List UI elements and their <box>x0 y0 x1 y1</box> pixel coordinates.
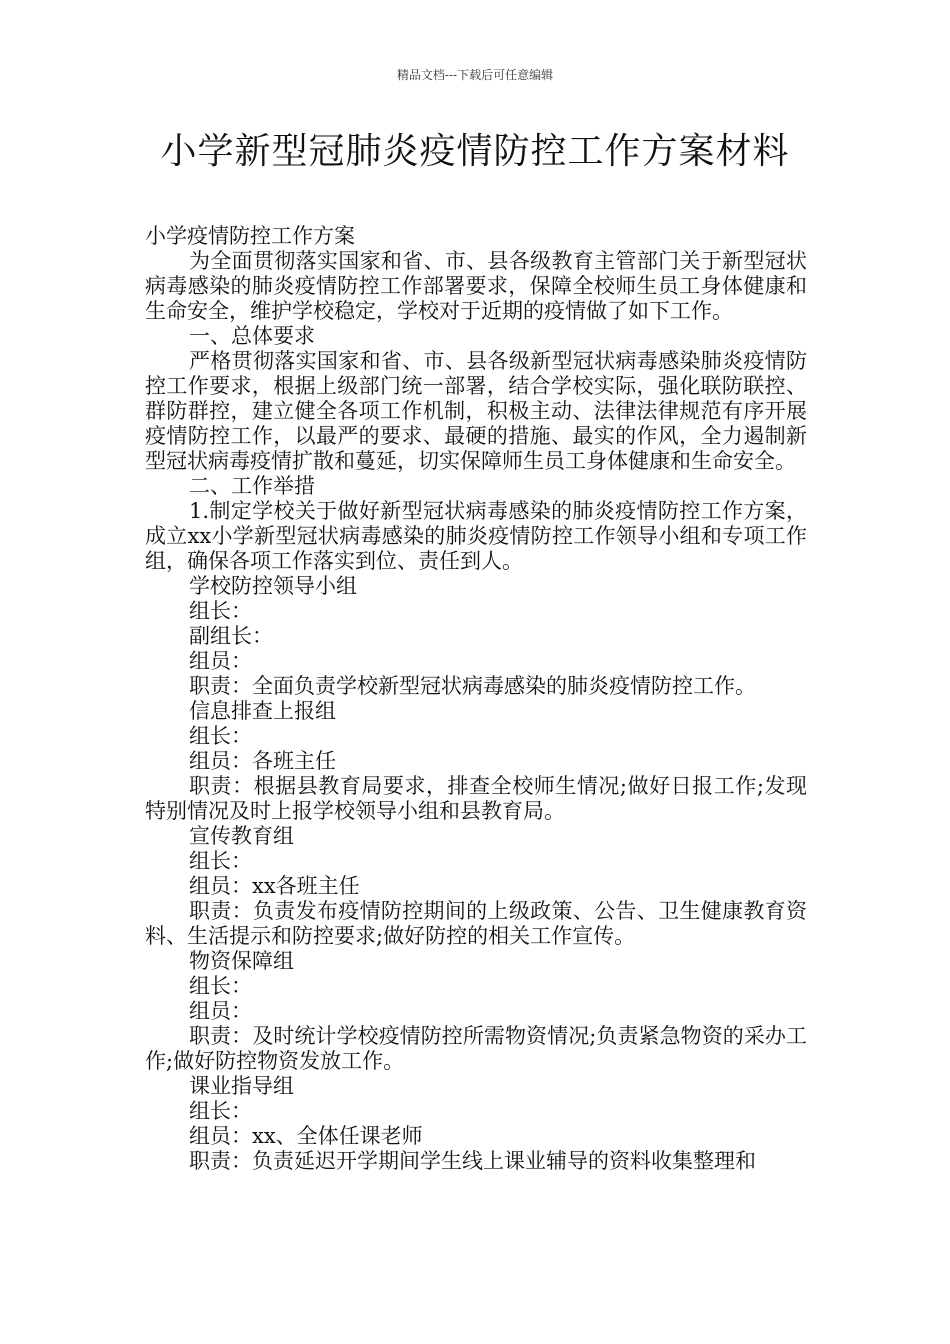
body-paragraph: 1.制定学校关于做好新型冠状病毒感染的肺炎疫情防控工作方案，成立xx小学新型冠状病毒感染的肺炎疫情防控工作领导小组和专项工作组，确保各项工作落实到位、责任到人。 <box>145 499 807 573</box>
body-paragraph: 组长： <box>189 599 252 623</box>
body-paragraph: 课业指导组 <box>189 1074 294 1098</box>
body-paragraph: 组员：xx各班主任 <box>189 874 360 898</box>
body-paragraph: 二、工作举措 <box>189 474 315 498</box>
body-paragraph: 职责：负责延迟开学期间学生线上课业辅导的资料收集整理和 <box>189 1149 756 1173</box>
body-paragraph: 学校防控领导小组 <box>189 574 357 598</box>
body-paragraph: 小学疫情防控工作方案 <box>145 224 355 248</box>
body-paragraph: 为全面贯彻落实国家和省、市、县各级教育主管部门关于新型冠状病毒感染的肺炎疫情防控工作部署要求，保障全校师生员工身体健康和生命安全，维护学校稳定，学校对于近期的疫情做了如下工作。 <box>145 249 807 323</box>
body-paragraph: 严格贯彻落实国家和省、市、县各级新型冠状病毒感染肺炎疫情防控工作要求，根据上级部门统一部署，结合学校实际，强化联防联控、群防群控，建立健全各项工作机制，积极主动、法律法律规范有序开展疫情防控工作，以最严的要求、最硬的措施、最实的作风，全力遏制新型冠状病毒疫情扩散和蔓延，切实保障师生员工身体健康和生命安全。 <box>145 349 807 473</box>
page-header-note: 精品文档---下载后可任意编辑 <box>396 68 554 82</box>
document-body <box>145 224 807 1174</box>
body-paragraph: 组员：xx、全体任课老师 <box>189 1124 423 1148</box>
body-paragraph: 职责：负责发布疫情防控期间的上级政策、公告、卫生健康教育资料、生活提示和防控要求;做好防控的相关工作宣传。 <box>145 899 807 948</box>
body-paragraph: 组长： <box>189 849 252 873</box>
body-paragraph: 职责：根据县教育局要求，排查全校师生情况;做好日报工作;发现特别情况及时上报学校领导小组和县教育局。 <box>145 774 807 823</box>
body-paragraph: 物资保障组 <box>189 949 294 973</box>
document-title: 小学新型冠肺炎疫情防控工作方案材料 <box>160 131 790 172</box>
body-paragraph: 职责：及时统计学校疫情防控所需物资情况;负责紧急物资的采办工作;做好防控物资发放工作。 <box>145 1024 807 1073</box>
body-paragraph: 组长： <box>189 724 252 748</box>
body-paragraph: 组员：各班主任 <box>189 749 336 773</box>
body-paragraph: 宣传教育组 <box>189 824 294 848</box>
body-paragraph: 副组长： <box>189 624 273 648</box>
body-paragraph: 组长： <box>189 974 252 998</box>
body-paragraph: 组员： <box>189 649 252 673</box>
body-paragraph: 组员： <box>189 999 252 1023</box>
body-paragraph: 职责：全面负责学校新型冠状病毒感染的肺炎疫情防控工作。 <box>189 674 756 698</box>
body-paragraph: 一、总体要求 <box>189 324 315 348</box>
body-paragraph: 信息排查上报组 <box>189 699 336 723</box>
body-paragraph: 组长： <box>189 1099 252 1123</box>
